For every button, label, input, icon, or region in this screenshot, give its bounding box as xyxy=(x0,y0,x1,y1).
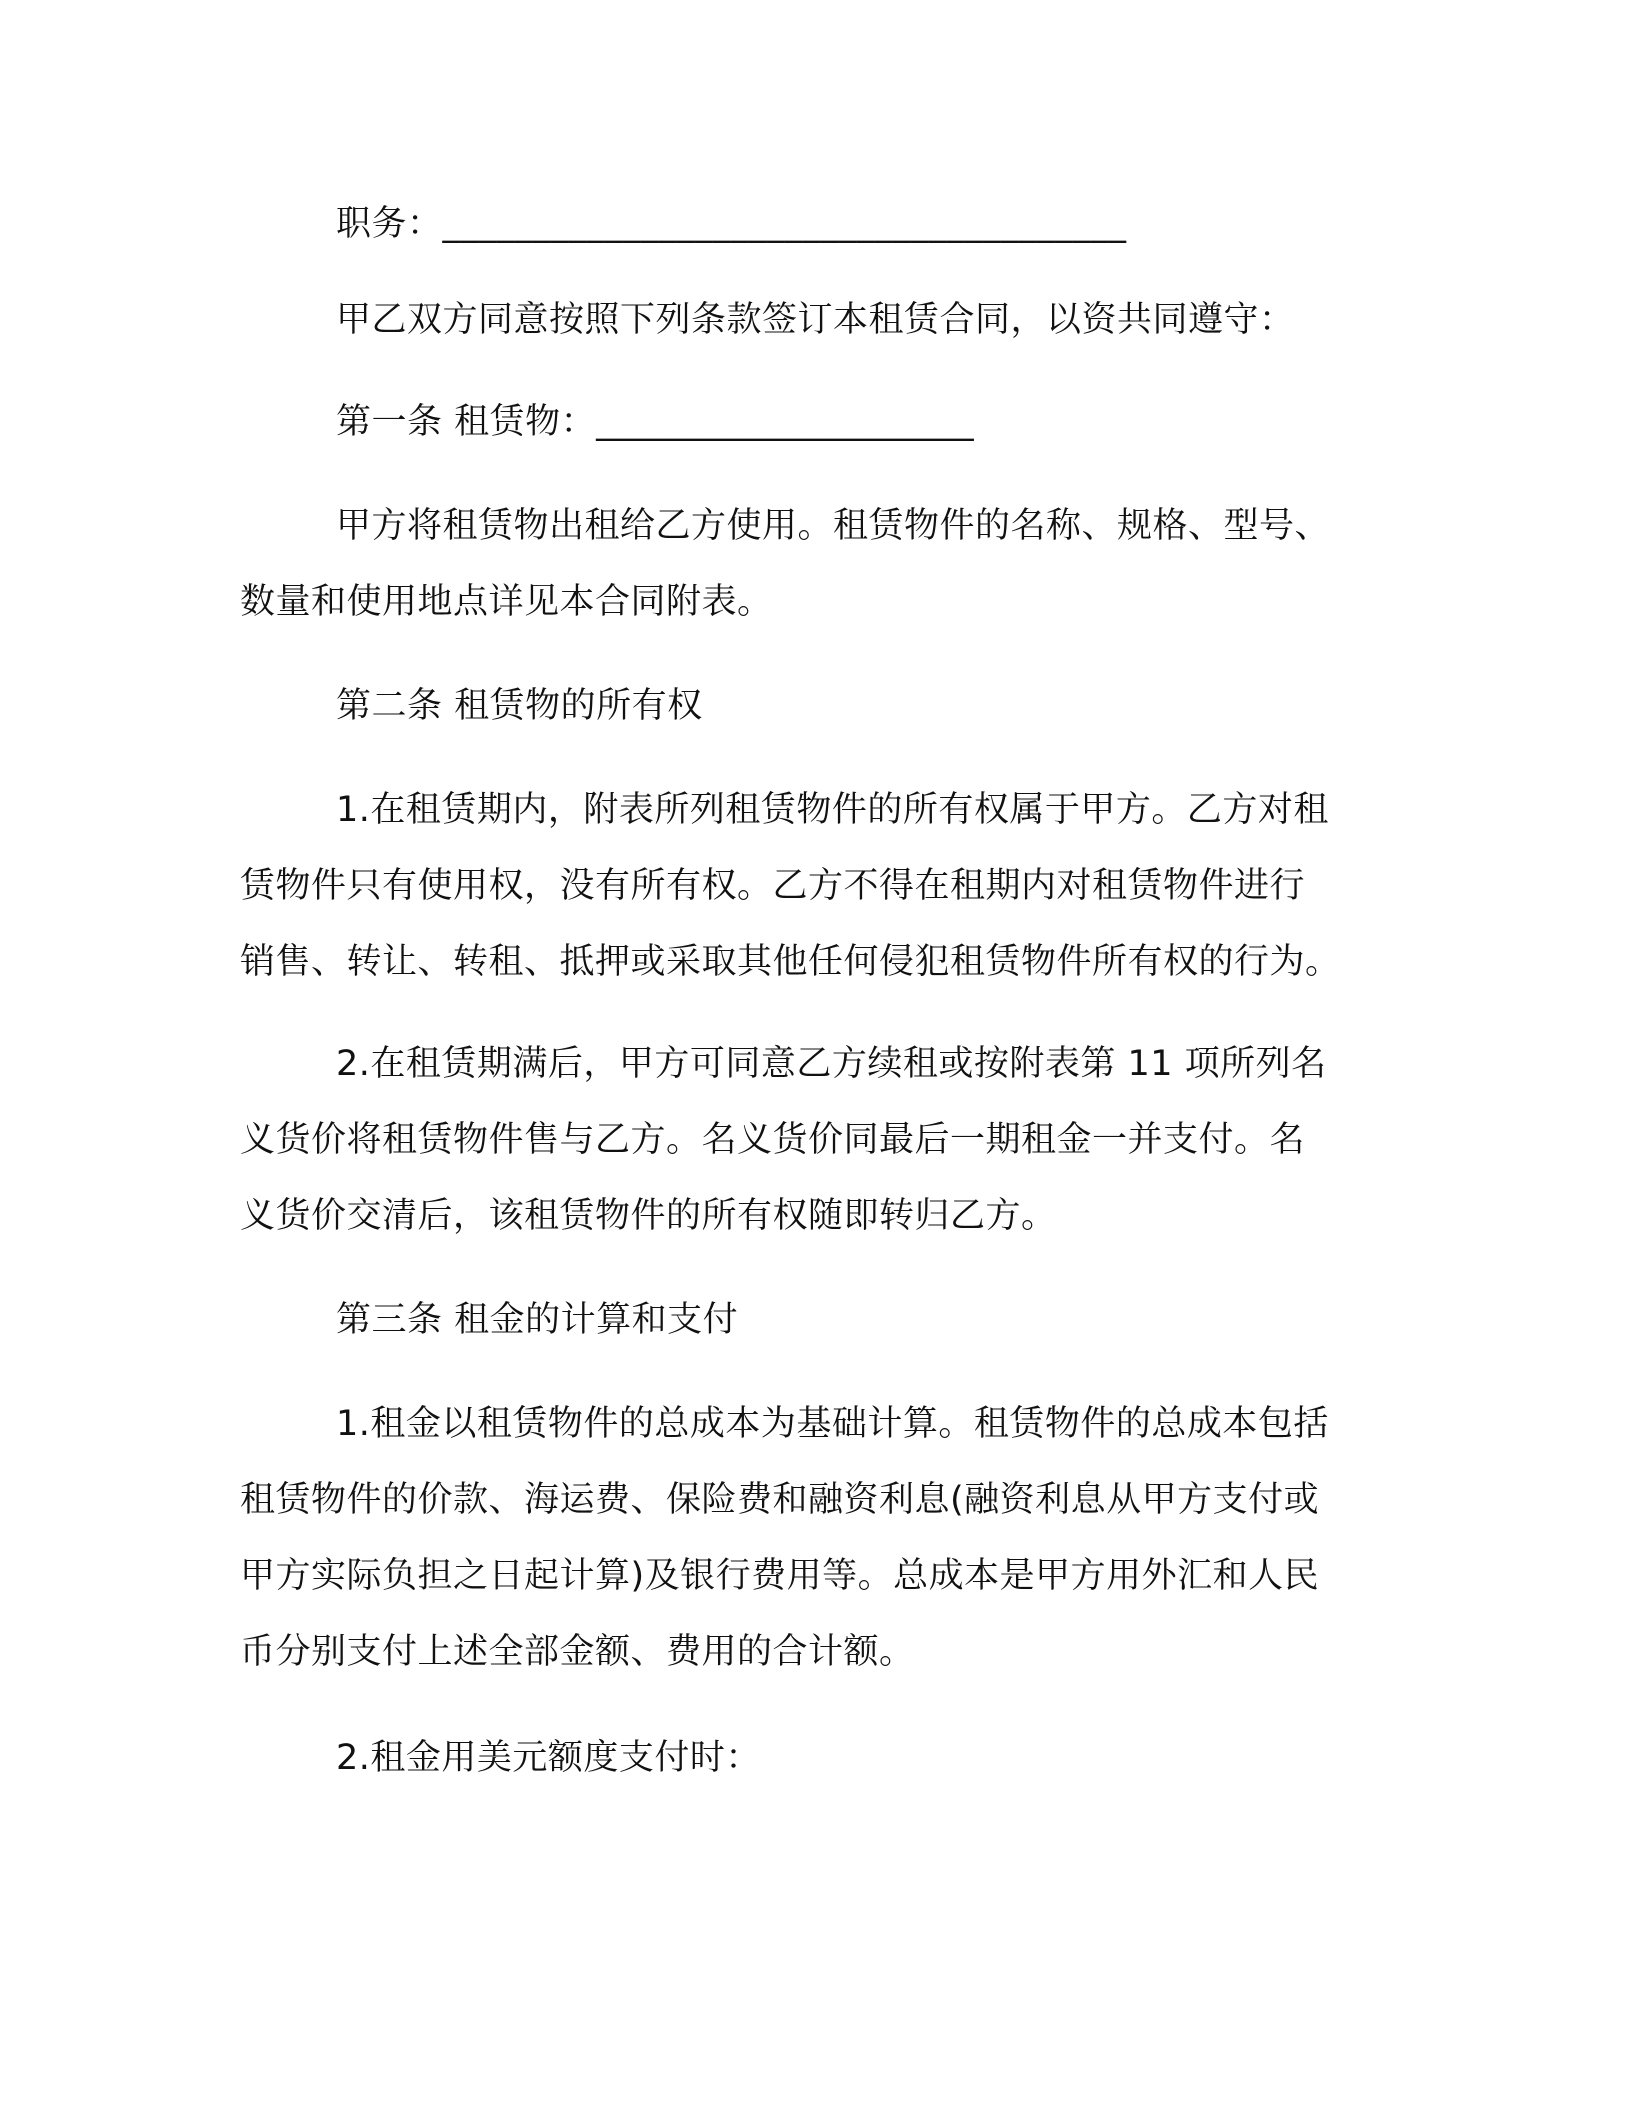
article2-heading: 第二条 租赁物的所有权 xyxy=(336,686,703,726)
position-label: 职务： xyxy=(336,204,443,244)
article3-item1-line: 1.租金以租赁物件的总成本为基础计算。租赁物件的总成本包括 xyxy=(336,1404,1329,1444)
article3-item1-line: 币分别支付上述全部金额、费用的合计额。 xyxy=(240,1632,915,1672)
intro-paragraph: 甲乙双方同意按照下列条款签订本租赁合同，以资共同遵守： xyxy=(336,300,1295,340)
article3-item1-line: 甲方实际负担之日起计算)及银行费用等。总成本是甲方用外汇和人民 xyxy=(240,1556,1320,1596)
article2-item1-line: 销售、转让、转租、抵押或采取其他任何侵犯租赁物件所有权的行为。 xyxy=(240,942,1341,982)
article3-heading: 第三条 租金的计算和支付 xyxy=(336,1300,739,1340)
article2-item2-line: 义货价将租赁物件售与乙方。名义货价同最后一期租金一并支付。名 xyxy=(240,1120,1306,1160)
position-blank: ______________________________________ xyxy=(442,204,1127,244)
article2-item2-line: 义货价交清后，该租赁物件的所有权随即转归乙方。 xyxy=(240,1196,1057,1236)
article1-body-line: 甲方将租赁物出租给乙方使用。租赁物件的名称、规格、型号、 xyxy=(336,506,1331,546)
article1-body-line: 数量和使用地点详见本合同附表。 xyxy=(240,582,773,622)
article1-label: 第一条 租赁物： xyxy=(336,402,597,442)
article1-blank: _____________________ xyxy=(596,402,975,442)
article3-item2: 2.租金用美元额度支付时： xyxy=(336,1738,761,1778)
article3-item1-line: 租赁物件的价款、海运费、保险费和融资利息(融资利息从甲方支付或 xyxy=(240,1480,1320,1520)
position-line xyxy=(336,202,1127,246)
article2-item1-line: 赁物件只有使用权，没有所有权。乙方不得在租期内对租赁物件进行 xyxy=(240,866,1306,906)
article2-item2-line: 2.在租赁期满后，甲方可同意乙方续租或按附表第 11 项所列名 xyxy=(336,1044,1327,1084)
article2-item1-line: 1.在租赁期内，附表所列租赁物件的所有权属于甲方。乙方对租 xyxy=(336,790,1329,830)
article1-heading xyxy=(336,400,974,444)
